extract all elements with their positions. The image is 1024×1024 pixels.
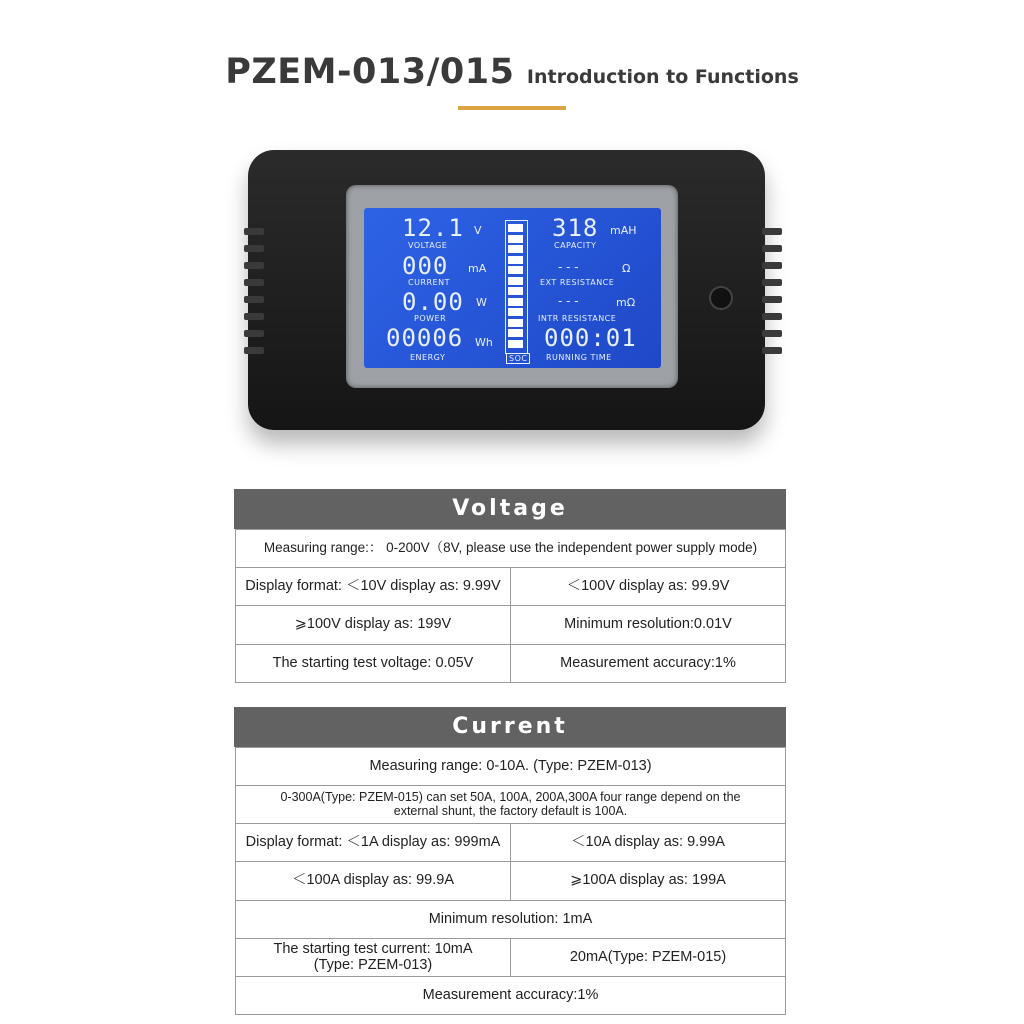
soc-segment [508, 329, 523, 337]
title-underline [458, 106, 566, 110]
current-section-title: Current [234, 707, 786, 747]
soc-label: SOC [506, 353, 530, 364]
energy-label: ENERGY [410, 353, 446, 362]
grille-slot [244, 245, 264, 252]
grille-slot [762, 228, 782, 235]
current-min-resolution: Minimum resolution: 1mA [235, 900, 786, 939]
grille-slot [244, 262, 264, 269]
grille-slot [244, 296, 264, 303]
grille-slot [244, 347, 264, 354]
soc-segment [508, 224, 523, 232]
intr-resistance-unit: mΩ [616, 296, 636, 309]
current-starting-test-013: The starting test current: 10mA (Type: PZEM-013) [235, 938, 511, 977]
current-range-015: 0-300A(Type: PZEM-015) can set 50A, 100A, 200A,300A four range depend on the external shunt, the factory default is 100A. [235, 785, 786, 824]
soc-segment [508, 277, 523, 285]
power-value: 0.00 [402, 288, 464, 316]
grille-slot [762, 347, 782, 354]
grille-slot [244, 228, 264, 235]
voltage-accuracy: Measurement accuracy:1% [510, 644, 786, 683]
running-time-label: RUNNING TIME [546, 353, 612, 362]
running-time-value: 000:01 [544, 324, 637, 352]
grille-slot [762, 262, 782, 269]
ext-resistance-label: EXT RESISTANCE [540, 278, 615, 287]
soc-segment [508, 287, 523, 295]
current-value: 000 [402, 252, 449, 280]
soc-segment [508, 340, 523, 348]
power-label: POWER [414, 314, 447, 323]
grille-slot [762, 245, 782, 252]
grille-slot [244, 313, 264, 320]
voltage-unit: V [474, 224, 482, 237]
capacity-value: 318 [552, 214, 599, 242]
grille-slot [762, 279, 782, 286]
current-display-100a: ＜100A display as: 99.9A [235, 861, 511, 901]
intr-resistance-value: - - - [558, 294, 579, 308]
voltage-starting-test: The starting test voltage: 0.05V [235, 644, 511, 683]
grille-slot [762, 313, 782, 320]
grille-slot [244, 279, 264, 286]
voltage-display-format: Display format: ＜10V display as: 9.99V [235, 567, 511, 606]
soc-segment [508, 298, 523, 306]
grille-slot [762, 330, 782, 337]
voltage-label: VOLTAGE [408, 241, 448, 250]
model-title: PZEM-013/015 [225, 52, 515, 92]
soc-segment [508, 256, 523, 264]
current-display-10a: ＜10A display as: 9.99A [510, 823, 786, 862]
soc-segment [508, 266, 523, 274]
soc-segment [508, 245, 523, 253]
voltage-measuring-range: Measuring range:： 0-200V（8V, please use the independent power supply mode) [235, 529, 786, 568]
soc-segment [508, 308, 523, 316]
current-accuracy: Measurement accuracy:1% [235, 976, 786, 1015]
voltage-section-title: Voltage [234, 489, 786, 529]
voltage-display-100: ＜100V display as: 99.9V [510, 567, 786, 606]
current-label: CURRENT [408, 278, 450, 287]
ext-resistance-unit: Ω [622, 262, 631, 275]
soc-segment [508, 319, 523, 327]
capacity-unit: mAH [610, 224, 637, 237]
grille-slot [762, 296, 782, 303]
voltage-value: 12.1 [402, 214, 464, 242]
lcd-screen [364, 208, 661, 368]
current-measuring-range: Measuring range: 0-10A. (Type: PZEM-013) [235, 747, 786, 786]
energy-unit: Wh [475, 336, 493, 349]
current-starting-test-015: 20mA(Type: PZEM-015) [510, 938, 786, 977]
grille-slot [244, 330, 264, 337]
energy-value: 00006 [386, 324, 464, 352]
voltage-min-resolution: Minimum resolution:0.01V [510, 605, 786, 645]
intr-resistance-label: INTR RESISTANCE [538, 314, 617, 323]
capacity-label: CAPACITY [554, 241, 597, 250]
current-display-format: Display format: ＜1A display as: 999mA [235, 823, 511, 862]
page-header [0, 52, 1024, 92]
current-unit: mA [468, 262, 487, 275]
current-display-199a: ⩾100A display as: 199A [510, 861, 786, 901]
ext-resistance-value: - - - [558, 260, 579, 274]
subtitle: Introduction to Functions [526, 66, 799, 88]
power-unit: W [476, 296, 487, 309]
soc-segment [508, 235, 523, 243]
voltage-display-199: ⩾100V display as: 199V [235, 605, 511, 645]
power-button [709, 286, 733, 310]
